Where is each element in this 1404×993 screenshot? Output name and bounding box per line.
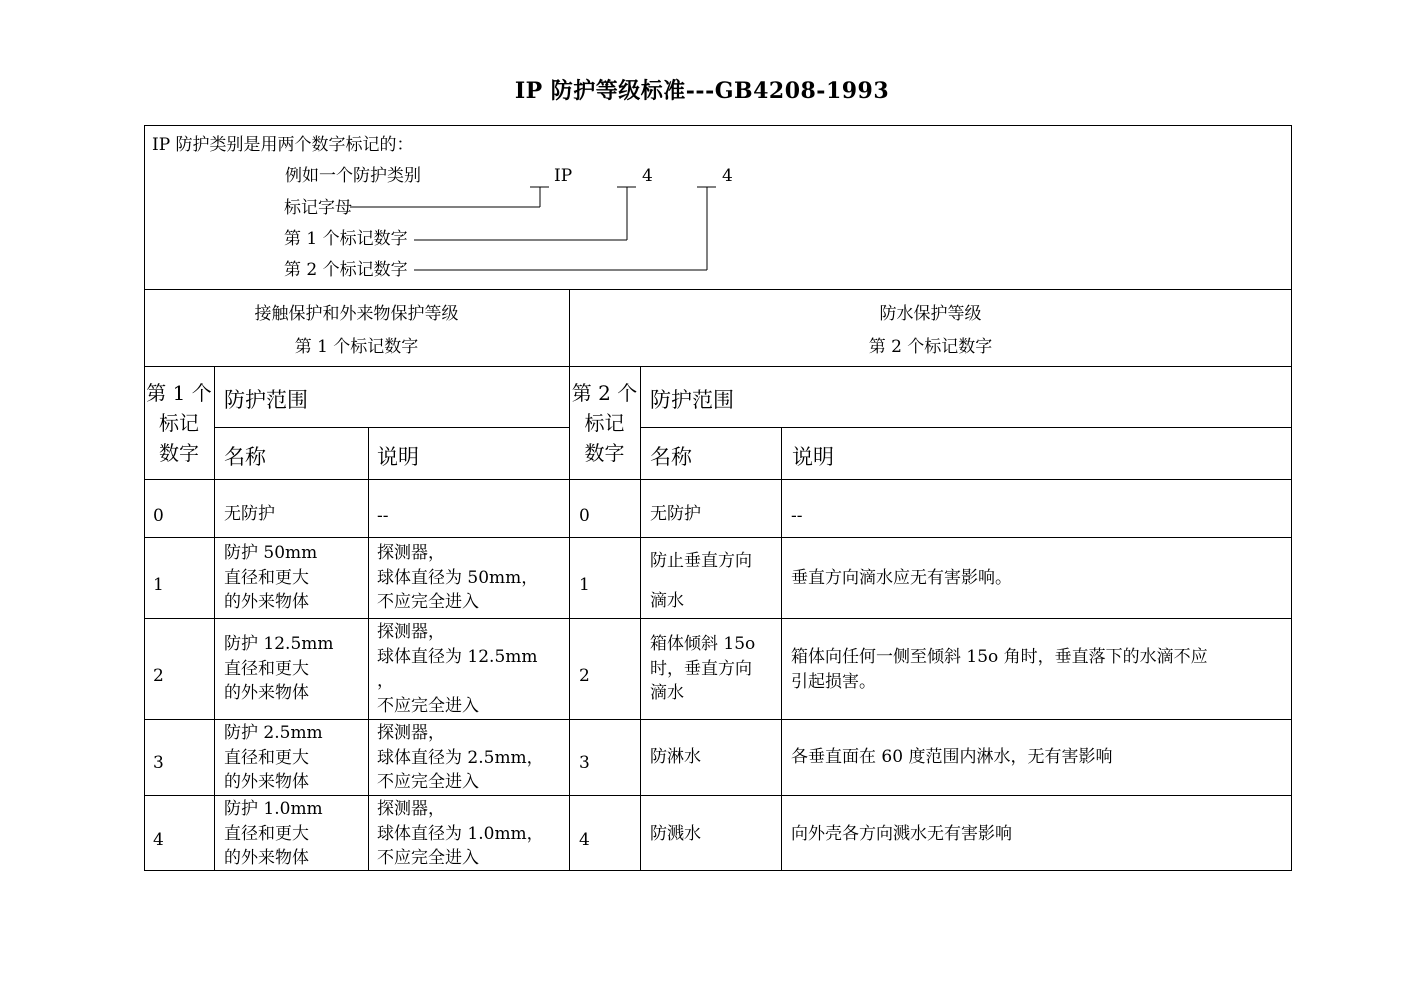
table-rule bbox=[781, 427, 782, 871]
table-row-digit: 4 bbox=[579, 830, 590, 850]
right-desc-header: 说明 bbox=[792, 445, 834, 469]
table-row-name: 防淋水 bbox=[650, 747, 701, 767]
table-row-desc: 各垂直面在 60 度范围内淋水，无有害影响 bbox=[791, 747, 1113, 767]
table-row-digit: 4 bbox=[153, 830, 164, 850]
table-row-name: 防溅水 bbox=[650, 824, 701, 844]
label-letters: 标记字母 bbox=[284, 198, 352, 218]
table-row-name: 无防护 bbox=[224, 504, 275, 524]
table-row-digit: 3 bbox=[579, 753, 590, 773]
table-row-name: 防护 2.5mm 直径和更大 的外来物体 bbox=[224, 723, 323, 792]
code-first-digit: 4 bbox=[642, 166, 653, 186]
table-row-name: 防止垂直方向 滴水 bbox=[650, 551, 752, 611]
right-section-subtitle: 第 2 个标记数字 bbox=[868, 337, 993, 357]
table-row-digit: 2 bbox=[153, 666, 164, 686]
right-digit-header: 第 2 个 标记 数字 bbox=[571, 381, 638, 465]
table-row-name: 箱体倾斜 15o 时，垂直方向 滴水 bbox=[650, 634, 756, 703]
code-letters: IP bbox=[554, 166, 573, 186]
table-row-digit: 1 bbox=[579, 575, 590, 595]
intro-example: 例如一个防护类别 bbox=[285, 166, 421, 186]
table-rule bbox=[640, 427, 1292, 428]
table-row-desc: 箱体向任何一侧至倾斜 15o 角时，垂直落下的水滴不应 引起损害。 bbox=[791, 647, 1208, 692]
left-desc-header: 说明 bbox=[377, 445, 419, 469]
table-row-digit: 3 bbox=[153, 753, 164, 773]
table-row-desc: 探测器， 球体直径为 2.5mm， 不应完全进入 bbox=[377, 723, 544, 792]
label-first-digit: 第 1 个标记数字 bbox=[284, 229, 408, 249]
table-rule bbox=[144, 289, 1292, 290]
table-rule bbox=[144, 479, 1292, 480]
table-row-digit: 0 bbox=[579, 506, 590, 526]
table-row-name: 防护 1.0mm 直径和更大 的外来物体 bbox=[224, 799, 323, 868]
table-row-desc: 向外壳各方向溅水无有害影响 bbox=[791, 824, 1012, 844]
table-row-desc: 垂直方向滴水应无有害影响。 bbox=[791, 568, 1012, 588]
table-rule bbox=[569, 289, 570, 871]
table-row-digit: 2 bbox=[579, 666, 590, 686]
table-row-desc: 探测器， 球体直径为 1.0mm， 不应完全进入 bbox=[377, 799, 544, 868]
table-row-name: 防护 50mm 直径和更大 的外来物体 bbox=[224, 543, 318, 612]
right-name-header: 名称 bbox=[650, 445, 692, 469]
table-row-desc: -- bbox=[377, 506, 389, 526]
right-range-header: 防护范围 bbox=[650, 388, 734, 412]
table-rule bbox=[144, 719, 1292, 720]
table-row-desc: -- bbox=[791, 506, 803, 526]
table-rule bbox=[144, 537, 1292, 538]
table-row-name: 防护 12.5mm 直径和更大 的外来物体 bbox=[224, 634, 334, 703]
table-rule bbox=[640, 366, 641, 871]
table-row-digit: 1 bbox=[153, 575, 164, 595]
left-section-title: 接触保护和外来物保护等级 bbox=[254, 304, 459, 324]
code-second-digit: 4 bbox=[722, 166, 733, 186]
left-digit-header: 第 1 个 标记 数字 bbox=[146, 381, 212, 465]
table-row-name: 无防护 bbox=[650, 504, 701, 524]
label-second-digit: 第 2 个标记数字 bbox=[284, 260, 408, 280]
page-title: IP 防护等级标准---GB4208-1993 bbox=[514, 78, 890, 104]
table-rule bbox=[144, 795, 1292, 796]
table-rule bbox=[214, 366, 215, 871]
intro-line: IP 防护类别是用两个数字标记的： bbox=[152, 135, 414, 155]
table-rule bbox=[144, 366, 1292, 367]
table-row-desc: 探测器， 球体直径为 50mm， 不应完全进入 bbox=[377, 543, 539, 612]
left-name-header: 名称 bbox=[224, 445, 266, 469]
table-rule bbox=[214, 427, 569, 428]
left-range-header: 防护范围 bbox=[224, 388, 308, 412]
left-section-subtitle: 第 1 个标记数字 bbox=[294, 337, 419, 357]
table-row-digit: 0 bbox=[153, 506, 164, 526]
table-rule bbox=[368, 427, 369, 871]
table-row-desc: 探测器， 球体直径为 12.5mm ， 不应完全进入 bbox=[377, 622, 538, 716]
right-section-title: 防水保护等级 bbox=[879, 304, 982, 324]
table-rule bbox=[144, 618, 1292, 619]
